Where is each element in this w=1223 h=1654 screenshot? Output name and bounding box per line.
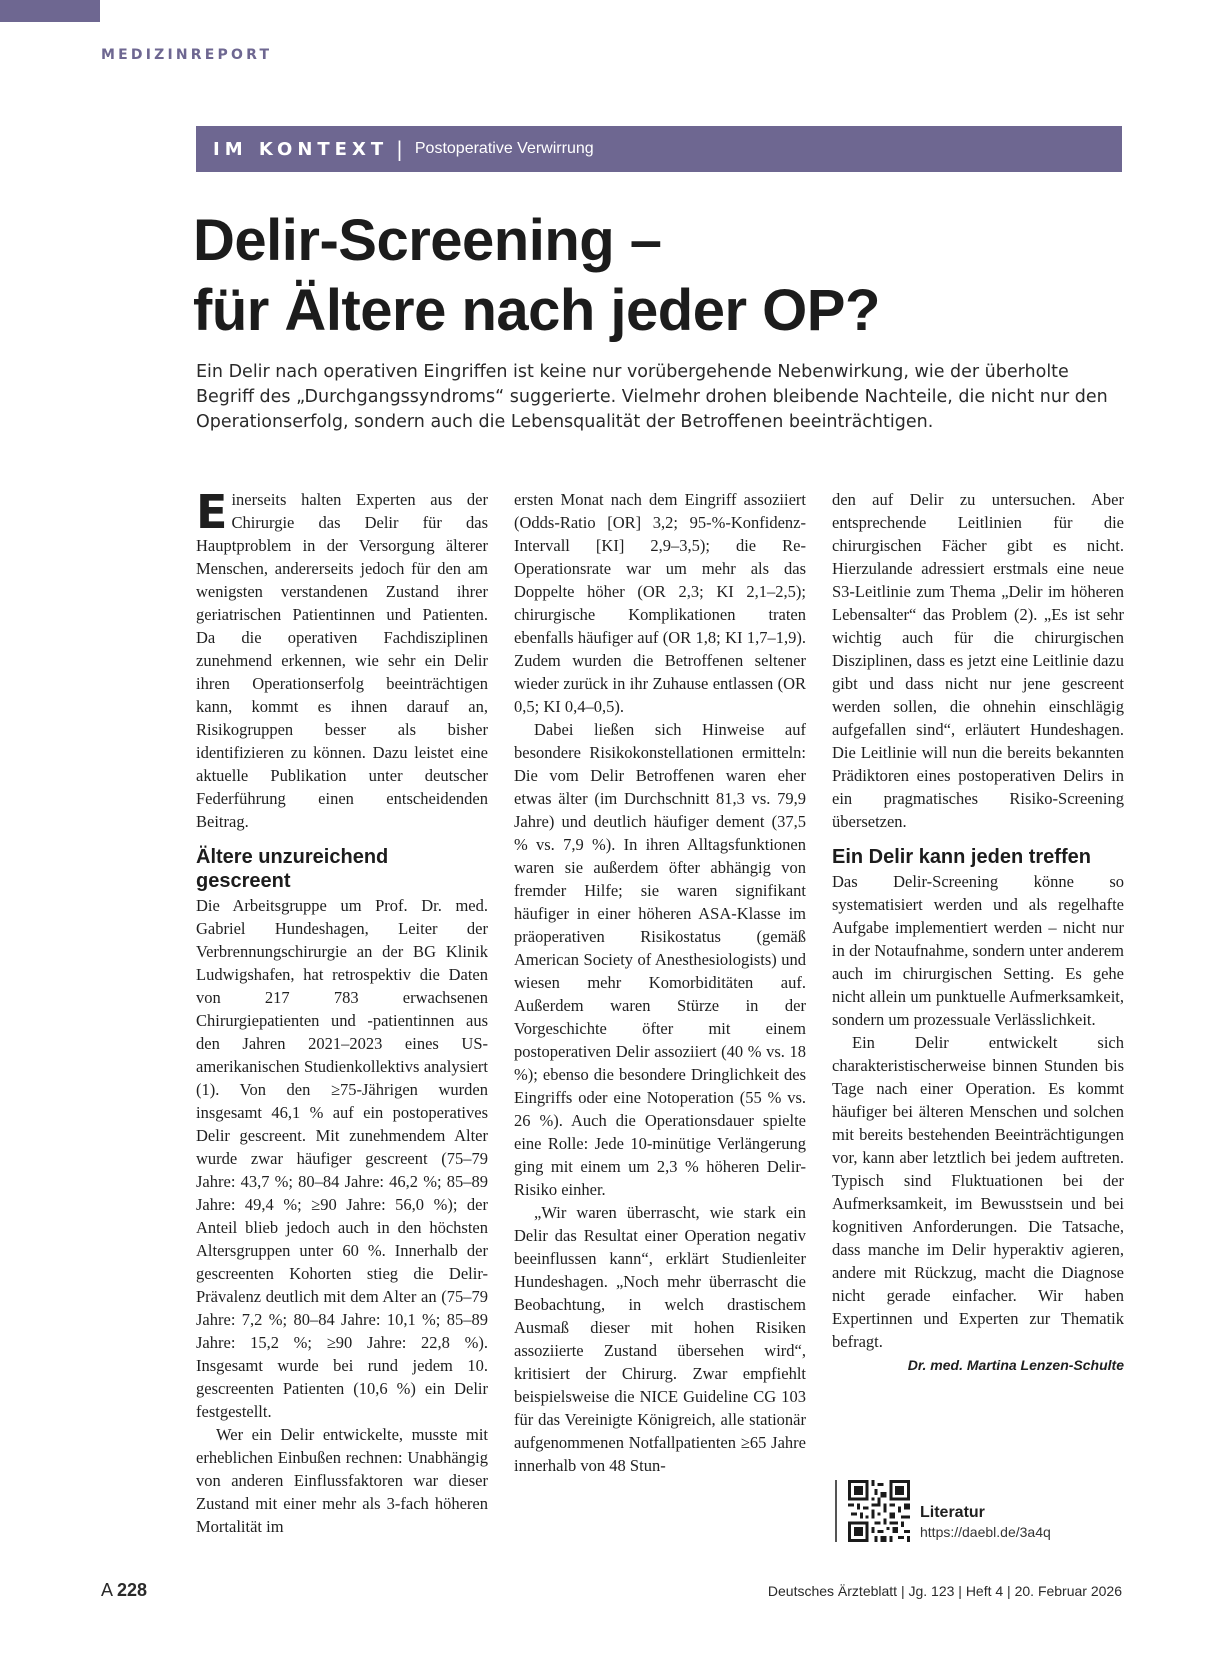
page-prefix: A: [101, 1580, 114, 1600]
text-column-1: [196, 485, 488, 1538]
corner-accent-bar: [0, 0, 100, 22]
paragraph-intro: [196, 485, 488, 833]
text-column-3: [832, 488, 1124, 1376]
page-number-value: 228: [117, 1580, 148, 1600]
paragraph-study: Die Arbeitsgruppe um Prof. Dr. med. Gabriel Hundeshagen, Leiter der Verbrennungschirurgie an der BG Klinik Ludwigshafen, hat retrospektiv die Daten von 217 783 erwachsenen Chirurgiepatienten und -patientinnen aus den Jahren 2021–2023 eines US-amerikanischen Studienkollektivs analysiert (1). Von den ≥75-Jährigen wurden insgesamt 46,1 % auf ein postoperatives Delir gescreent. Mit zunehmendem Alter wurde zwar häufiger gescreent (75–79 Jahre: 43,7 %; 80–84 Jahre: 46,2 %; 85–89 Jahre: 49,4 %; ≥90 Jahre: 56,0 %); der Anteil blieb jedoch auch in den höchsten Altersgruppen unter 60 %. Innerhalb der gescreenten Kohorten stieg die Delir-Prävalenz deutlich mit dem Alter an (75–79 Jahre: 7,2 %; 80–84 Jahre: 10,1 %; 85–89 Jahre: 15,2 %; ≥90 Jahre: 22,8 %). Insgesamt wurde bei rund jedem 10. gescreenten Patienten (10,6 %) ein Delir festgestellt.: [196, 896, 488, 1421]
paragraph-guideline: den auf Delir zu untersuchen. Aber entsprechende Leitlinien für die chirurgischen Fächer gibt es nicht. Hierzulande adressiert erstmals eine neue S3-Leitlinie zum Thema „Delir im höheren Lebensalter“ das Problem (2). „Es ist sehr wichtig auch für die chirurgischen Disziplinen, dass es jetzt eine Leitlinie dazu gibt und dass nicht nur jene gescreent werden sollen, die ohnehin einschlägig aufgefallen sind“, erläutert Hundeshagen. Die Leitlinie will nun die bereits bekannten Prädiktoren eines postoperativen Delirs in ein pragmatisches Risiko-Screening übersetzen.: [832, 490, 1124, 831]
context-banner: [196, 126, 1122, 172]
paragraph-intro-text: inerseits halten Experten aus der Chirurgie das Delir für das Hauptproblem in der Versorgung älterer Menschen, andererseits jedoch für den am wenigsten verstandenen Zustand ihrer geriatrischen Patientinnen und Patienten. Da die operativen Fachdisziplinen zunehmend erkennen, wie sehr ein Delir ihren Operationserfolg beeinträchtigen kann, kommt es ihnen darauf an, Risikogruppen besser als bisher identifizieren zu können. Dazu leistet eine aktuelle Publikation unter deutscher Federführung einen entscheidenden Beitrag.: [196, 490, 488, 831]
paragraph-screening-system: Das Delir-Screening könne so systematisiert werden und als regelhafte Aufgabe implementiert werden – nicht nur in der Notaufnahme, sondern unter anderem auch im chirurgischen Setting. Es gehe nicht allein um punktuelle Aufmerksamkeit, sondern um prozessuale Verlässlichkeit.: [832, 872, 1124, 1029]
page-number: [101, 1580, 147, 1601]
article-title: [193, 206, 880, 346]
text-column-2: [514, 488, 806, 1477]
context-topic: Postoperative Verwirrung: [414, 140, 594, 157]
literature-divider: [835, 1480, 837, 1542]
article-title-line2: für Ältere nach jeder OP?: [193, 278, 880, 343]
article-title-line1: Delir-Screening –: [193, 208, 662, 273]
paragraph-delir-course: Ein Delir entwickelt sich charakteristischerweise binnen Stunden bis Tage nach einer Operation. Es kommt häufiger bei älteren Menschen und solchen mit bereits bestehenden Beeinträchtigungen vor, kann aber letztlich bei jedem auftreten. Typisch sind Fluktuationen bei der Aufmerksamkeit, im Bewusstsein und bei kognitiven Anforderungen. Die Tatsache, dass manche im Delir hyperaktiv agieren, andere mit Rückzug, macht die Diagnose nicht gerade einfacher. Wir haben Expertinnen und Experten zur Thematik befragt.: [832, 1033, 1124, 1351]
paragraph-quote: „Wir waren überrascht, wie stark ein Delir das Resultat einer Operation negativ beeinflussen kann“, erklärt Studienleiter Hundeshagen. „Noch mehr überrascht die Beobachtung, in welch drastischem Ausmaß dieser mit hohen Risiken assoziierte Zustand übersehen wird“, kritisiert der Chirurg. Zwar empfiehlt beispielsweise die NICE Guideline CG 103 für das Vereinigte Königreich, alle stationär aufgenommenen Notfallpatienten ≥65 Jahre innerhalb von 48 Stun-: [514, 1203, 806, 1475]
literature-link[interactable]: https://daebl.de/3a4q: [920, 1524, 1051, 1540]
journal-citation: Deutsches Ärzteblatt | Jg. 123 | Heft 4 | 20. Februar 2026: [767, 1583, 1122, 1599]
paragraph-risk-factors: Dabei ließen sich Hinweise auf besondere Risikokonstellationen ermitteln: Die vom Delir Betroffenen waren eher etwas älter (im Durchschnitt 81,3 vs. 79,9 Jahre) und deutlich häufiger dement (37,5 % vs. 7,9 %). In ihren Alltagsfunktionen waren sie außerdem öfter abhängig von fremder Hilfe; sie waren signifikant häufiger in einer höheren ASA-Klasse im präoperativen Risikostatus (gemäß American Society of Anesthesiologists) und wiesen mehr Komorbiditäten auf. Außerdem waren Stürze in der Vorgeschichte öfter mit einem postoperativen Delir assoziiert (40 % vs. 18 %); ebenso die besondere Dringlichkeit des Eingriffs oder eine Notoperation (55 % vs. 26 %). Auch die Operationsdauer spielte eine Rolle: Jede 10-minütige Verlängerung ging mit einem um 2,3 % höheren Delir-Risiko einher.: [514, 720, 806, 1199]
literature-title: Literatur: [920, 1504, 985, 1521]
article-lead: Ein Delir nach operativen Eingriffen ist keine nur vorübergehende Nebenwirkung, wie der überholte Begriff des „Durchgangssyndroms“ suggerierte. Vielmehr drohen bleibende Nachteile, die nicht nur den Operationserfolg, sondern auch die Lebensqualität der Betroffenen beeinträchtigen.: [196, 362, 1108, 432]
section-label: MEDIZINREPORT: [101, 47, 273, 63]
author-byline: Dr. med. Martina Lenzen-Schulte: [907, 1357, 1124, 1373]
context-separator: |: [396, 137, 403, 161]
paragraph-outcomes: Wer ein Delir entwickelte, musste mit erheblichen Einbußen rechnen: Unabhängig von anderen Einflussfaktoren war dieser Zustand mit einer mehr als 3-fach höheren Mortalität im: [196, 1425, 488, 1536]
qr-code-icon[interactable]: [848, 1480, 910, 1542]
subhead-screening: Ältere unzureichend gescreent: [196, 846, 389, 892]
drop-cap: E: [196, 485, 228, 539]
literature-block: [835, 1478, 1125, 1544]
subhead-delir-anyone: Ein Delir kann jeden treffen: [832, 846, 1091, 868]
context-tag: IM KONTEXT: [213, 138, 389, 160]
paragraph-outcomes-cont: ersten Monat nach dem Eingriff assoziiert (Odds-Ratio [OR] 3,2; 95-%-Konfidenz-Intervall [KI] 2,9–3,5); die Re-Operationsrate war um mehr als das Doppelte höher (OR 2,3; KI 2,1–2,5); chirurgische Komplikationen traten ebenfalls häufiger auf (OR 1,8; KI 1,7–1,9). Zudem wurden die Betroffenen seltener wieder zurück in ihr Zuhause entlassen (OR 0,5; KI 0,4–0,5).: [514, 490, 806, 716]
